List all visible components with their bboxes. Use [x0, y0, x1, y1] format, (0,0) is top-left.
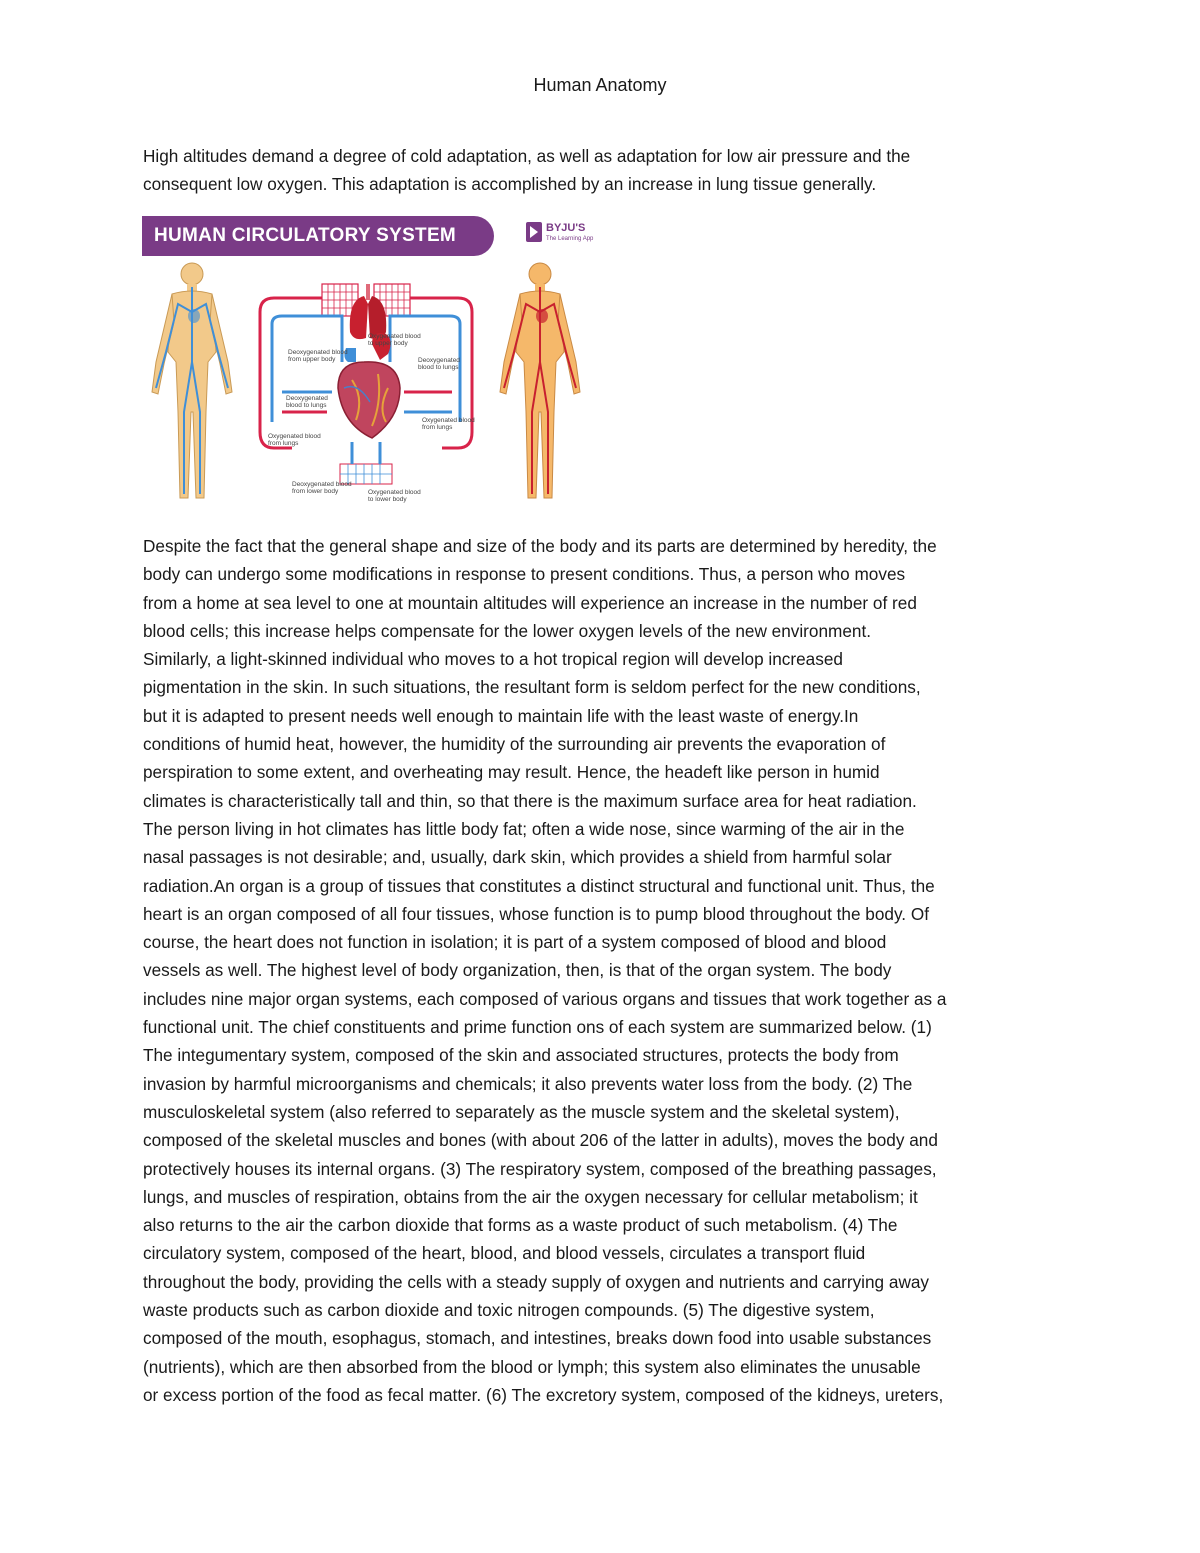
text-line: (nutrients), which are then absorbed from the blood or lymph; this system also eliminates the unusable: [143, 1356, 921, 1377]
circulatory-system-figure: [142, 212, 594, 512]
text-line: perspiration to some extent, and overheating may result. Hence, the headeft like person in humid: [143, 762, 880, 783]
page-title: Human Anatomy: [533, 75, 667, 95]
text-line: nasal passages is not desirable; and, usually, dark skin, which provides a shield from harmful solar: [143, 847, 892, 868]
text-line: body can undergo some modifications in response to present conditions. Thus, a person who moves: [143, 564, 906, 585]
label-deoxy-upper: Deoxygenated blood from upper body: [288, 349, 348, 363]
text-line: radiation.An organ is a group of tissues that constitutes a distinct structural and functional unit. Thus, the: [143, 875, 935, 896]
text-line: includes nine major organ systems, each composed of various organs and tissues that work together as a: [143, 988, 947, 1009]
text-line: circulatory system, composed of the heart, blood, and blood vessels, circulates a transport fluid: [143, 1243, 866, 1264]
text-line: or excess portion of the food as fecal matter. (6) The excretory system, composed of the kidneys, ureters,: [143, 1384, 944, 1405]
text-line: heart is an organ composed of all four tissues, whose function is to pump blood throughout the body. Of: [143, 903, 929, 924]
label-oxy-from-lungs-left: Oxygenated blood from lungs: [268, 433, 321, 447]
logo-text: BYJU'S: [546, 222, 586, 234]
text-line: conditions of humid heat, however, the humidity of the surrounding air prevents the evaporation of: [143, 734, 886, 755]
figure-title: HUMAN CIRCULATORY SYSTEM: [154, 225, 457, 246]
text-line: Despite the fact that the general shape and size of the body and its parts are determined by heredity, the: [143, 536, 937, 556]
logo-subtext: The Learning App: [546, 236, 594, 242]
label-deoxy-lower: Deoxygenated blood from lower body: [292, 481, 352, 495]
text-line: blood cells; this increase helps compensate for the lower oxygen levels of the new environment.: [143, 620, 872, 641]
label-oxy-upper: Oxygenated blood to upper body: [368, 333, 421, 347]
text-line: throughout the body, providing the cells with a steady supply of oxygen and nutrients and carrying away: [143, 1271, 930, 1292]
right-body-figure: [500, 263, 580, 498]
text-line: also returns to the air the carbon dioxide that forms as a waste product of such metabolism. (4) The: [143, 1215, 898, 1236]
text-line: invasion by harmful microorganisms and chemicals; it also prevents water loss from the body. (2) The: [143, 1073, 913, 1094]
label-deoxy-to-lungs-right: Deoxygenated blood to lungs: [418, 357, 460, 371]
text-line: Similarly, a light-skinned individual who moves to a hot tropical region will develop increased: [143, 649, 843, 670]
text-line: pigmentation in the skin. In such situations, the resultant form is seldom perfect for the new conditions,: [143, 677, 921, 698]
text-line: composed of the mouth, esophagus, stomach, and intestines, breaks down food into usable substances: [143, 1328, 932, 1349]
text-line: course, the heart does not function in isolation; it is part of a system composed of blood and blood: [143, 932, 887, 953]
text-line: from a home at sea level to one at mountain altitudes will experience an increase in the number of red: [143, 592, 917, 613]
lower-capillary-grid: [340, 442, 392, 484]
text-line: functional unit. The chief constituents and prime function ons of each system are summarized below. (1): [143, 1017, 932, 1038]
text-line: The integumentary system, composed of the skin and associated structures, protects the body from: [143, 1045, 899, 1066]
circulation-diagram: [142, 212, 594, 512]
text-line: protectively houses its internal organs. (3) The respiratory system, composed of the breathing passages,: [143, 1158, 937, 1179]
text-line: waste products such as carbon dioxide and toxic nitrogen compounds. (5) The digestive system,: [143, 1300, 875, 1321]
left-body-figure: [152, 263, 232, 498]
label-deoxy-to-lungs-left: Deoxygenated blood to lungs: [286, 395, 328, 409]
text-line: but it is adapted to present needs well enough to maintain life with the least waste of energy.In: [143, 705, 859, 726]
text-line: consequent low oxygen. This adaptation is accomplished by an increase in lung tissue generally.: [143, 174, 877, 195]
text-line: composed of the skeletal muscles and bones (with about 206 of the latter in adults), moves the body and: [143, 1130, 938, 1151]
text-line: climates is characteristically tall and thin, so that there is the maximum surface area for heat radiation.: [143, 790, 917, 811]
intro-paragraph: [143, 142, 1063, 199]
label-oxy-lower: Oxygenated blood to lower body: [368, 489, 421, 503]
text-line: vessels as well. The highest level of body organization, then, is that of the organ system. The body: [143, 960, 892, 981]
text-line: lungs, and muscles of respiration, obtains from the air the oxygen necessary for cellular metabolism; it: [143, 1186, 918, 1207]
label-oxy-from-lungs-right: Oxygenated blood from lungs: [422, 417, 475, 431]
text-line: musculoskeletal system (also referred to separately as the muscle system and the skeletal system),: [143, 1101, 900, 1122]
text-line: High altitudes demand a degree of cold adaptation, as well as adaptation for low air pressure and the: [143, 146, 911, 166]
text-line: The person living in hot climates has little body fat; often a wide nose, since warming of the air in the: [143, 818, 905, 839]
body-paragraph: [143, 532, 1063, 1409]
